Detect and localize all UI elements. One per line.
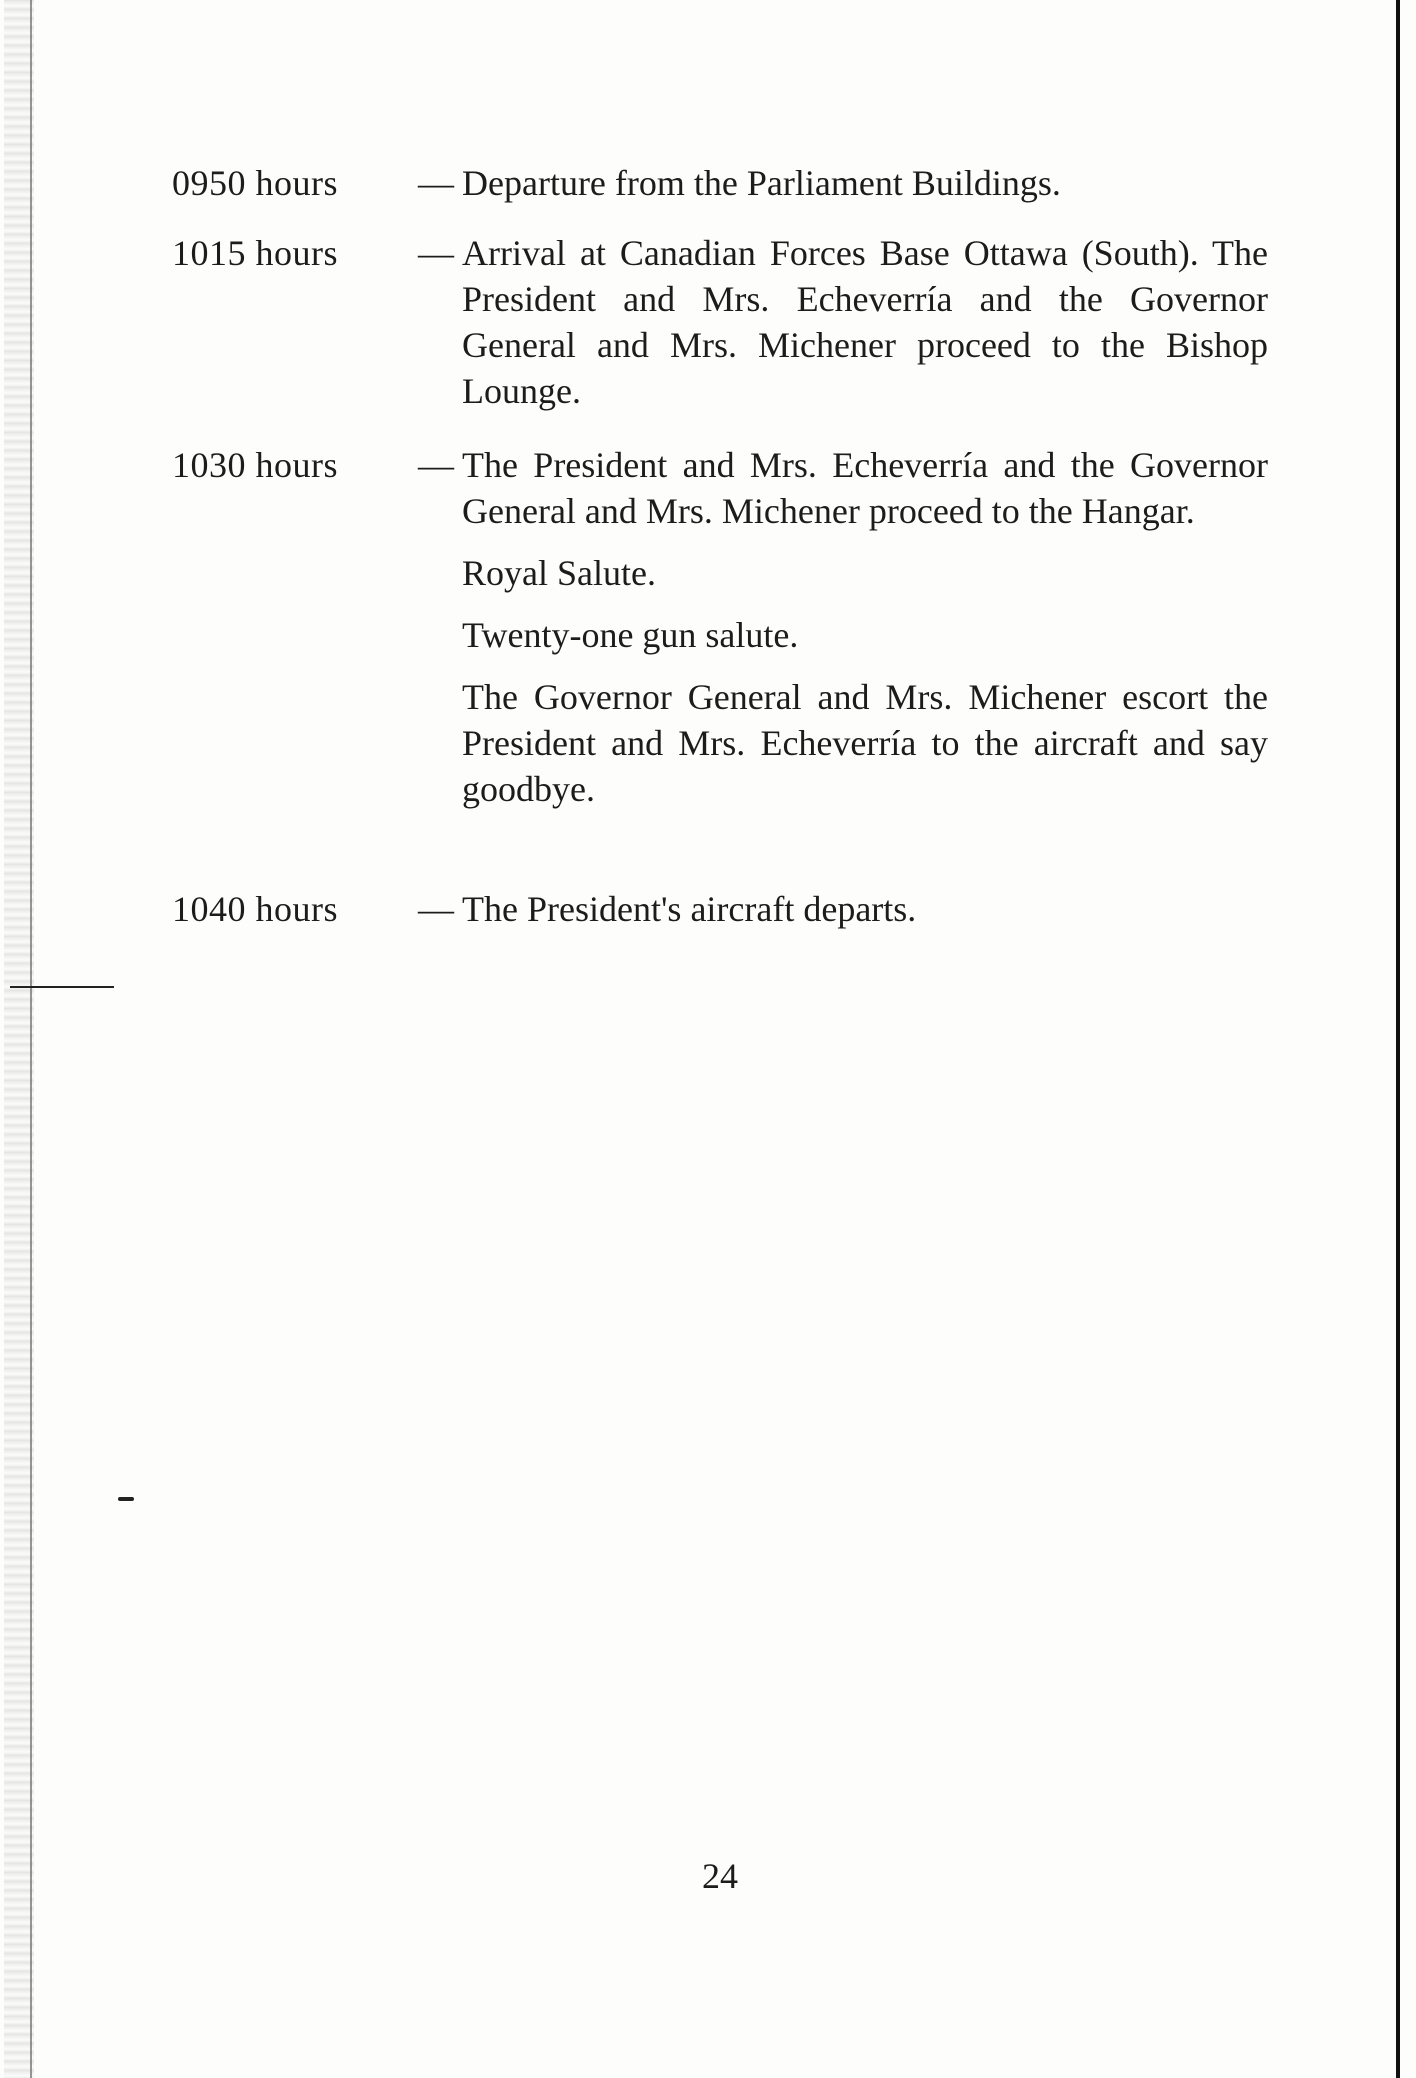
entry-dash: — — [418, 889, 454, 929]
page-number: 24 — [702, 1856, 738, 1896]
entry-description — [462, 442, 1268, 812]
entry-paragraph: Arrival at Canadian Forces Base Ottawa (South). The President and Mrs. Echeverría and the Governor General and Mrs. Michener proceed to the Bishop Lounge. — [462, 233, 1268, 411]
entry-time: 1030 hours — [172, 445, 338, 485]
entry-description — [462, 160, 1268, 206]
entry-paragraph: Departure from the Parliament Buildings. — [462, 163, 1061, 203]
page-edge-line — [30, 0, 32, 2078]
scan-speck — [118, 1497, 134, 1501]
entry-time: 1015 hours — [172, 233, 338, 273]
entry-time: 1040 hours — [172, 889, 338, 929]
scan-mark — [10, 986, 114, 988]
entry-paragraph: The President's aircraft departs. — [462, 889, 917, 929]
entry-dash: — — [418, 163, 454, 203]
entry-description — [462, 886, 1268, 932]
entry-time: 0950 hours — [172, 163, 338, 203]
entry-paragraph: The President and Mrs. Echeverría and the Governor General and Mrs. Michener proceed to the Hangar. — [462, 445, 1268, 531]
entry-description — [462, 230, 1268, 414]
entry-paragraph: Twenty-one gun salute. — [462, 615, 799, 655]
entry-dash: — — [418, 233, 454, 273]
entry-paragraph: The Governor General and Mrs. Michener escort the President and Mrs. Echeverría to the aircraft and say goodbye. — [462, 677, 1268, 809]
entry-paragraph: Royal Salute. — [462, 553, 656, 593]
page-right-border — [1396, 0, 1400, 2078]
entry-dash: — — [418, 445, 454, 485]
